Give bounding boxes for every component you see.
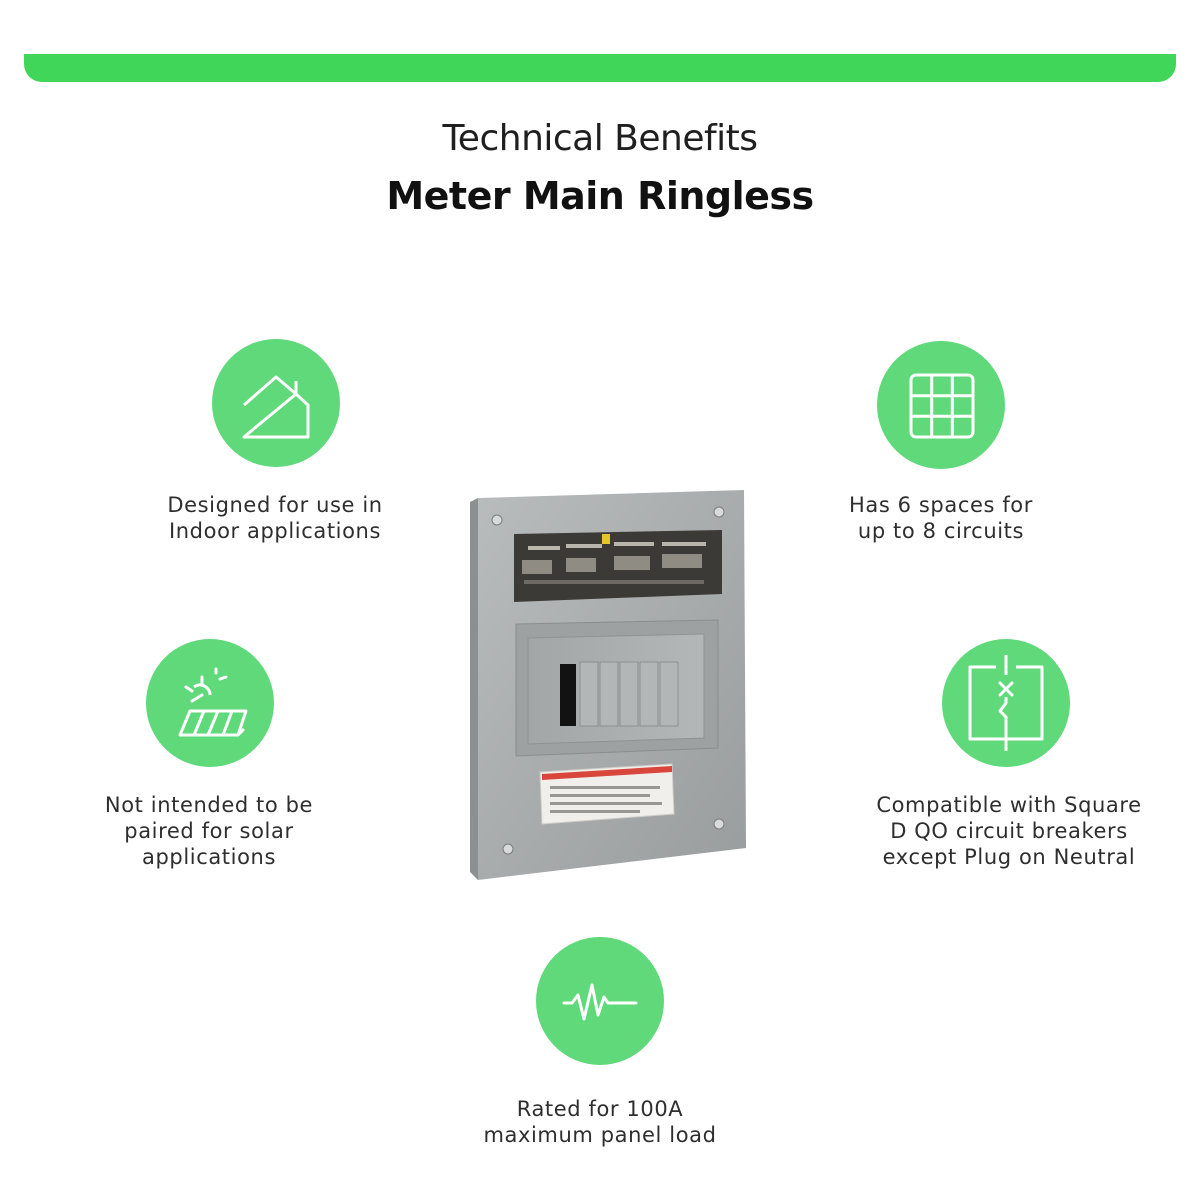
benefit-rating-line1: Rated for 100A: [516, 1097, 684, 1121]
benefit-spaces-line2: up to 8 circuits: [857, 519, 1025, 543]
benefit-spaces-line1: Has 6 spaces for: [848, 493, 1033, 517]
benefit-compatibility-line1: Compatible with Square: [876, 793, 1142, 817]
benefit-solar-line1: Not intended to be: [104, 793, 314, 817]
benefit-indoor-line2: Indoor applications: [168, 519, 382, 543]
house-icon-circle: [212, 339, 340, 467]
load-center-panel-image: [466, 488, 748, 880]
benefit-compatibility-line3: except Plug on Neutral: [882, 845, 1136, 869]
waveform-icon-circle: [536, 937, 664, 1065]
page-title: Technical Benefits: [442, 118, 758, 159]
accent-bar: [24, 54, 1176, 82]
grid-icon: [877, 341, 1005, 469]
circuit-breaker-icon-circle: [942, 639, 1070, 767]
benefit-solar: [74, 792, 344, 870]
house-icon: [212, 339, 340, 467]
waveform-icon: [536, 937, 664, 1065]
benefit-compatibility-line2: D QO circuit breakers: [890, 819, 1128, 843]
load-center-panel: [466, 488, 748, 880]
page-subtitle: Meter Main Ringless: [386, 174, 814, 218]
benefit-spaces: [806, 492, 1076, 544]
benefit-indoor: [140, 492, 410, 544]
solar-panel-icon-circle: [146, 639, 274, 767]
circuit-breaker-icon: [942, 639, 1070, 767]
benefit-compatibility: [854, 792, 1164, 870]
benefit-rating-line2: maximum panel load: [483, 1123, 717, 1147]
benefit-solar-line3: applications: [142, 845, 276, 869]
benefit-solar-line2: paired for solar: [124, 819, 294, 843]
benefit-rating: [450, 1096, 750, 1148]
grid-icon-circle: [877, 341, 1005, 469]
benefit-indoor-line1: Designed for use in: [167, 493, 383, 517]
solar-panel-icon: [146, 639, 274, 767]
